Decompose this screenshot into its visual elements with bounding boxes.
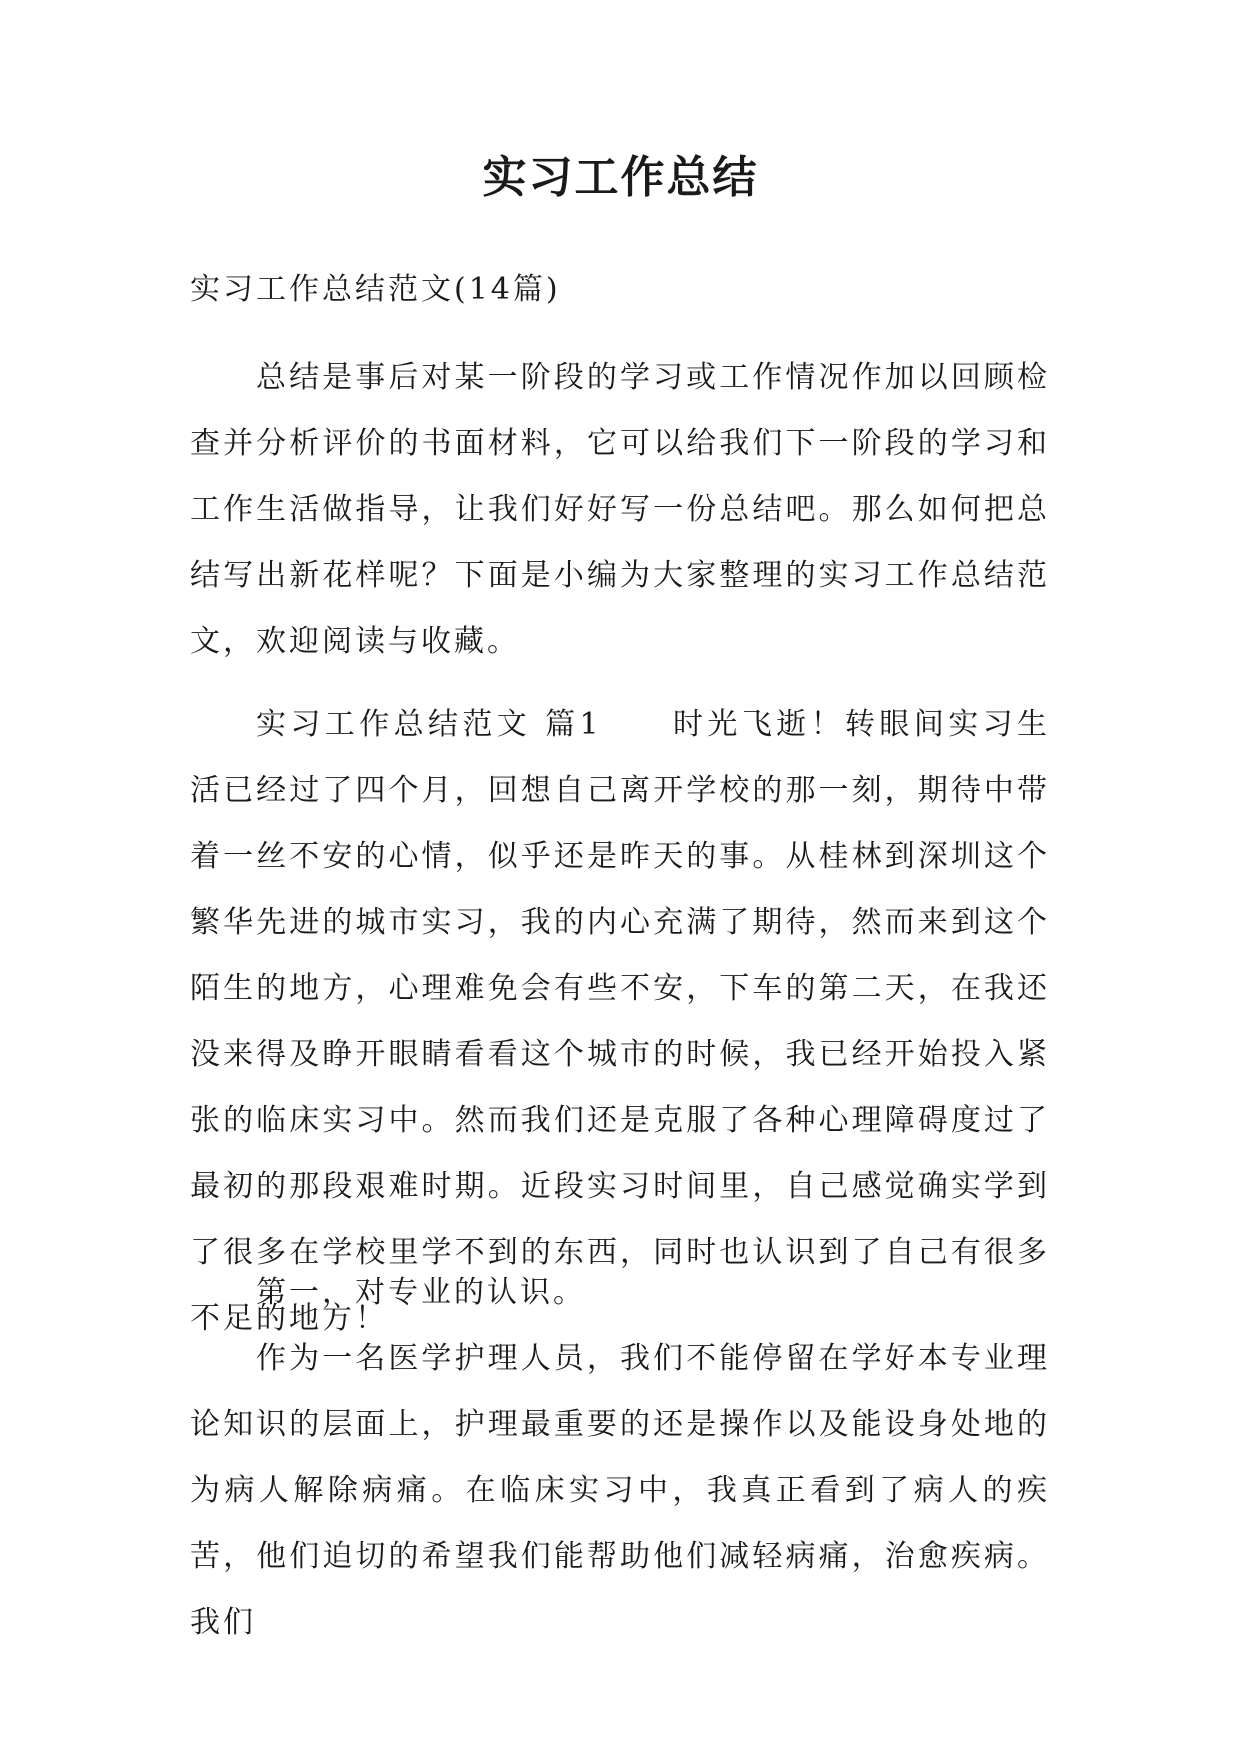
document-subtitle: 实习工作总结范文(14篇) — [190, 272, 561, 307]
intro-paragraph: 总结是事后对某一阶段的学习或工作情况作加以回顾检查并分析评价的书面材料，它可以给我们下一阶段的学习和工作生活做指导，让我们好好写一份总结吧。那么如何把总结写出新花样呢？下面是小编为大家整理的实习工作总结范文，欢迎阅读与收藏。 — [190, 360, 1050, 659]
section1-heading: 第一，对专业的认识。 — [256, 1275, 586, 1310]
part1-heading: 实习工作总结范文 篇1 — [256, 707, 602, 742]
part1-paragraph — [190, 692, 1050, 1352]
section1-paragraph: 作为一名医学护理人员，我们不能停留在学好本专业理论知识的层面上，护理最重要的还是操作以及能设身处地的为病人解除病痛。在临床实习中，我真正看到了病人的疾苦，他们迫切的希望我们能帮助他们减轻病痛，治愈疾病。我们 — [190, 1341, 1050, 1640]
part1-body: 时光飞逝！转眼间实习生活已经过了四个月，回想自己离开学校的那一刻，期待中带着一丝不安的心情，似乎还是昨天的事。从桂林到深圳这个繁华先进的城市实习，我的内心充满了期待，然而来到这个陌生的地方，心理难免会有些不安，下车的第二天，在我还没来得及睁开眼睛看看这个城市的时候，我已经开始投入紧张的临床实习中。然而我们还是克服了各种心理障碍度过了最初的那段艰难时期。近段实习时间里，自己感觉确实学到了很多在学校里学不到的东西，同时也认识到了自己有很多不足的地方！ — [190, 707, 1051, 1336]
document-title: 实习工作总结 — [482, 152, 759, 203]
